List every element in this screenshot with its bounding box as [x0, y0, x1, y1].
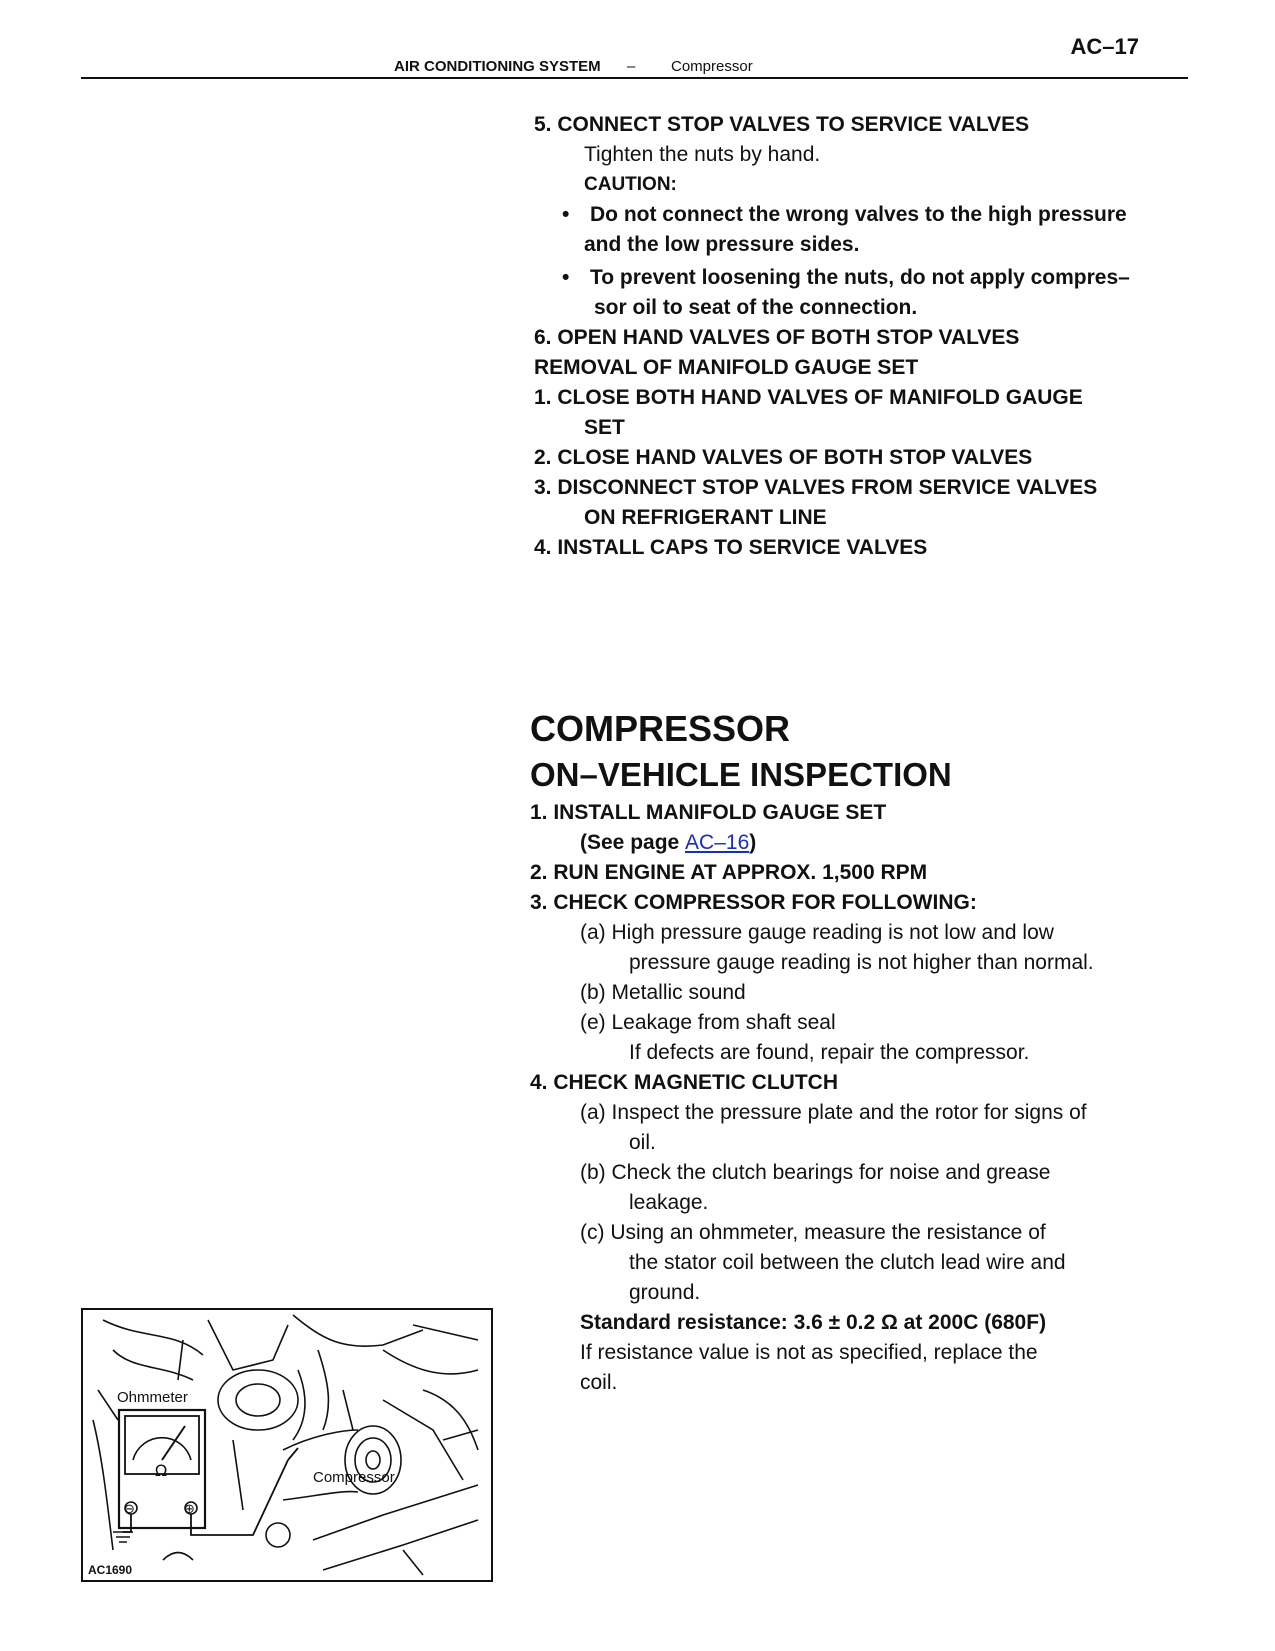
section-subtitle: ON–VEHICLE INSPECTION [530, 756, 952, 793]
removal-step-1: 1. CLOSE BOTH HAND VALVES OF MANIFOLD GAUGE [534, 386, 1083, 409]
inspection-step-3: 3. CHECK COMPRESSOR FOR FOLLOWING: [530, 891, 977, 914]
inspection-step-4b-cont: leakage. [629, 1191, 709, 1214]
caution-item-2-cont: sor oil to seat of the connection. [594, 296, 918, 319]
inspection-step-3-note: If defects are found, repair the compressor. [629, 1041, 1030, 1064]
plus-terminal-icon: ⊕ [184, 1502, 195, 1517]
bullet-icon: • [562, 266, 570, 289]
inspection-step-1: 1. INSTALL MANIFOLD GAUGE SET [530, 801, 887, 824]
ohmmeter-illustration [83, 1310, 491, 1580]
inspection-step-4a-cont: oil. [629, 1131, 656, 1154]
caution-item-1-cont: and the low pressure sides. [584, 233, 860, 256]
step-5-text: Tighten the nuts by hand. [584, 143, 821, 166]
caution-item-1: • Do not connect the wrong valves to the high pressure [534, 200, 1130, 230]
inspection-step-4c-cont-2: ground. [629, 1281, 701, 1304]
inspection-step-3a: (a) High pressure gauge reading is not low and low [580, 921, 1054, 944]
removal-step-3: 3. DISCONNECT STOP VALVES FROM SERVICE VALVES [534, 476, 1098, 499]
resistance-note: If resistance value is not as specified, replace the [580, 1341, 1038, 1364]
inspection-step-3a-cont: pressure gauge reading is not higher than normal. [629, 951, 1094, 974]
header-rule [81, 77, 1188, 79]
inspection-step-3b: (b) Metallic sound [580, 981, 746, 1004]
inspection-step-4a: (a) Inspect the pressure plate and the rotor for signs of [580, 1101, 1087, 1124]
ohmmeter-figure [81, 1308, 493, 1582]
inspection-step-4b: (b) Check the clutch bearings for noise and grease [580, 1161, 1051, 1184]
removal-step-4: 4. INSTALL CAPS TO SERVICE VALVES [534, 536, 928, 559]
step-5-title: 5. CONNECT STOP VALVES TO SERVICE VALVES [534, 113, 1030, 136]
upper-procedure [534, 110, 1130, 563]
removal-step-1-cont: SET [584, 416, 625, 439]
minus-terminal-icon: ⊖ [124, 1502, 135, 1517]
compressor-label: Compressor [313, 1469, 395, 1486]
page-number: AC–17 [1070, 34, 1139, 59]
caution-label: CAUTION: [584, 174, 677, 195]
resistance-note-cont: coil. [580, 1371, 618, 1394]
figure-id: AC1690 [88, 1563, 133, 1577]
omega-icon: Ω [155, 1461, 168, 1480]
inspection-procedure [530, 706, 1094, 1398]
header-subsection: Compressor [671, 58, 753, 75]
step-6: 6. OPEN HAND VALVES OF BOTH STOP VALVES [534, 326, 1020, 349]
standard-resistance: Standard resistance: 3.6 ± 0.2 Ω at 200C (680F) [580, 1311, 1047, 1334]
inspection-step-4c: (c) Using an ohmmeter, measure the resistance of [580, 1221, 1046, 1244]
inspection-step-4: 4. CHECK MAGNETIC CLUTCH [530, 1071, 838, 1094]
inspection-step-2: 2. RUN ENGINE AT APPROX. 1,500 RPM [530, 861, 928, 884]
inspection-step-1-ref: (See page AC–16) [580, 831, 757, 854]
header-separator: – [627, 58, 636, 75]
header-section: AIR CONDITIONING SYSTEM [394, 58, 601, 75]
page-ref-link[interactable]: AC–16 [685, 831, 750, 854]
caution-item-2: • To prevent loosening the nuts, do not apply compres– [534, 263, 1130, 293]
removal-heading: REMOVAL OF MANIFOLD GAUGE SET [534, 356, 919, 379]
removal-step-2: 2. CLOSE HAND VALVES OF BOTH STOP VALVES [534, 446, 1033, 469]
ohmmeter-label: Ohmmeter [117, 1389, 188, 1406]
section-title: COMPRESSOR [530, 708, 791, 749]
bullet-icon: • [562, 203, 570, 226]
inspection-step-4c-cont-1: the stator coil between the clutch lead wire and [629, 1251, 1066, 1274]
inspection-step-3e: (e) Leakage from shaft seal [580, 1011, 836, 1034]
removal-step-3-cont: ON REFRIGERANT LINE [584, 506, 827, 529]
